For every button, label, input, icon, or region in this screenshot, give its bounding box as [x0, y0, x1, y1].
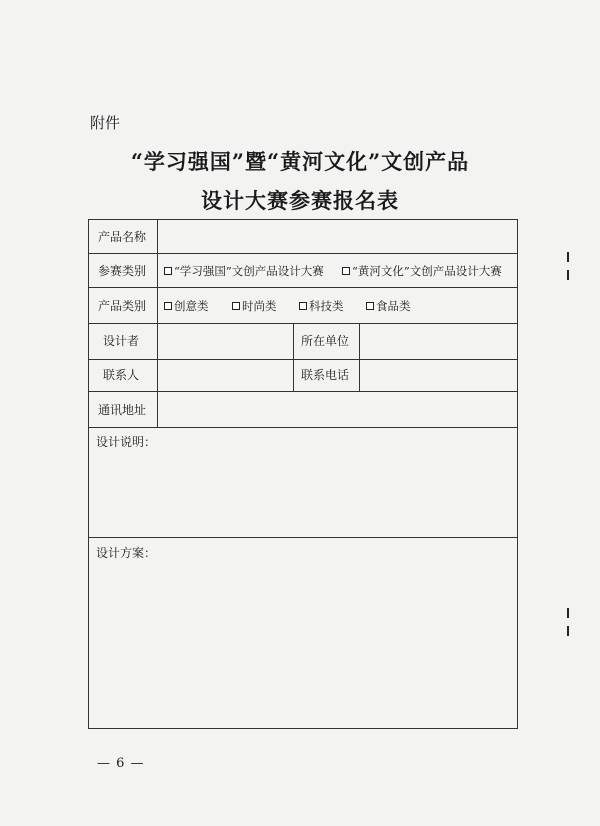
- binding-hole-mark: [567, 270, 569, 280]
- row-divider: [89, 537, 517, 538]
- row-divider: [89, 253, 517, 254]
- description-field[interactable]: [91, 452, 515, 535]
- product-option-label: 时尚类: [242, 299, 277, 313]
- plan-field[interactable]: [91, 563, 515, 725]
- contact-field[interactable]: [159, 361, 291, 390]
- entry-option-label: “学习强国”文创产品设计大赛: [174, 264, 324, 278]
- product-option-label: 科技类: [309, 299, 344, 313]
- unit-field[interactable]: [361, 325, 515, 358]
- phone-label: 联系电话: [301, 368, 350, 382]
- row-divider: [89, 323, 517, 324]
- product-option-tech[interactable]: [299, 299, 344, 313]
- row-divider: [89, 427, 517, 428]
- checkbox-icon[interactable]: [164, 267, 172, 275]
- binding-hole-mark: [567, 626, 569, 636]
- form-title-line2: 设计大赛参赛报名表: [201, 188, 399, 213]
- product-option-label: 创意类: [174, 299, 209, 313]
- address-label: 通讯地址: [98, 403, 147, 417]
- attachment-label: 附件: [90, 114, 121, 132]
- column-divider: [359, 323, 360, 391]
- row-divider: [89, 359, 517, 360]
- column-divider: [157, 220, 158, 427]
- entry-option-huanghe[interactable]: [342, 264, 502, 278]
- entry-option-label: “黄河文化”文创产品设计大赛: [352, 264, 502, 278]
- phone-field[interactable]: [361, 361, 515, 390]
- form-title-line1: “学习强国”暨“黄河文化”文创产品: [130, 149, 470, 174]
- binding-hole-mark: [567, 252, 569, 262]
- checkbox-icon[interactable]: [366, 302, 374, 310]
- unit-label: 所在单位: [301, 334, 350, 348]
- binding-hole-mark: [567, 608, 569, 618]
- row-divider: [89, 287, 517, 288]
- product-category-label: 产品类别: [98, 299, 147, 313]
- checkbox-icon[interactable]: [232, 302, 240, 310]
- contact-label: 联系人: [103, 368, 140, 382]
- checkbox-icon[interactable]: [299, 302, 307, 310]
- designer-label: 设计者: [103, 334, 140, 348]
- entry-category-label: 参赛类别: [98, 264, 147, 278]
- description-label: 设计说明：: [96, 435, 157, 449]
- plan-label: 设计方案：: [96, 546, 157, 560]
- product-option-food[interactable]: [366, 299, 411, 313]
- page-number: — 6 —: [97, 756, 145, 771]
- designer-field[interactable]: [159, 325, 291, 358]
- product-name-field[interactable]: [159, 221, 515, 252]
- address-field[interactable]: [159, 393, 515, 426]
- product-option-label: 食品类: [376, 299, 411, 313]
- entry-option-xuexi[interactable]: [164, 264, 324, 278]
- product-option-creative[interactable]: [164, 299, 209, 313]
- column-divider: [293, 323, 294, 391]
- registration-form-table: [88, 219, 518, 729]
- product-name-label: 产品名称: [98, 230, 147, 244]
- row-divider: [89, 391, 517, 392]
- product-option-fashion[interactable]: [232, 299, 277, 313]
- checkbox-icon[interactable]: [164, 302, 172, 310]
- checkbox-icon[interactable]: [342, 267, 350, 275]
